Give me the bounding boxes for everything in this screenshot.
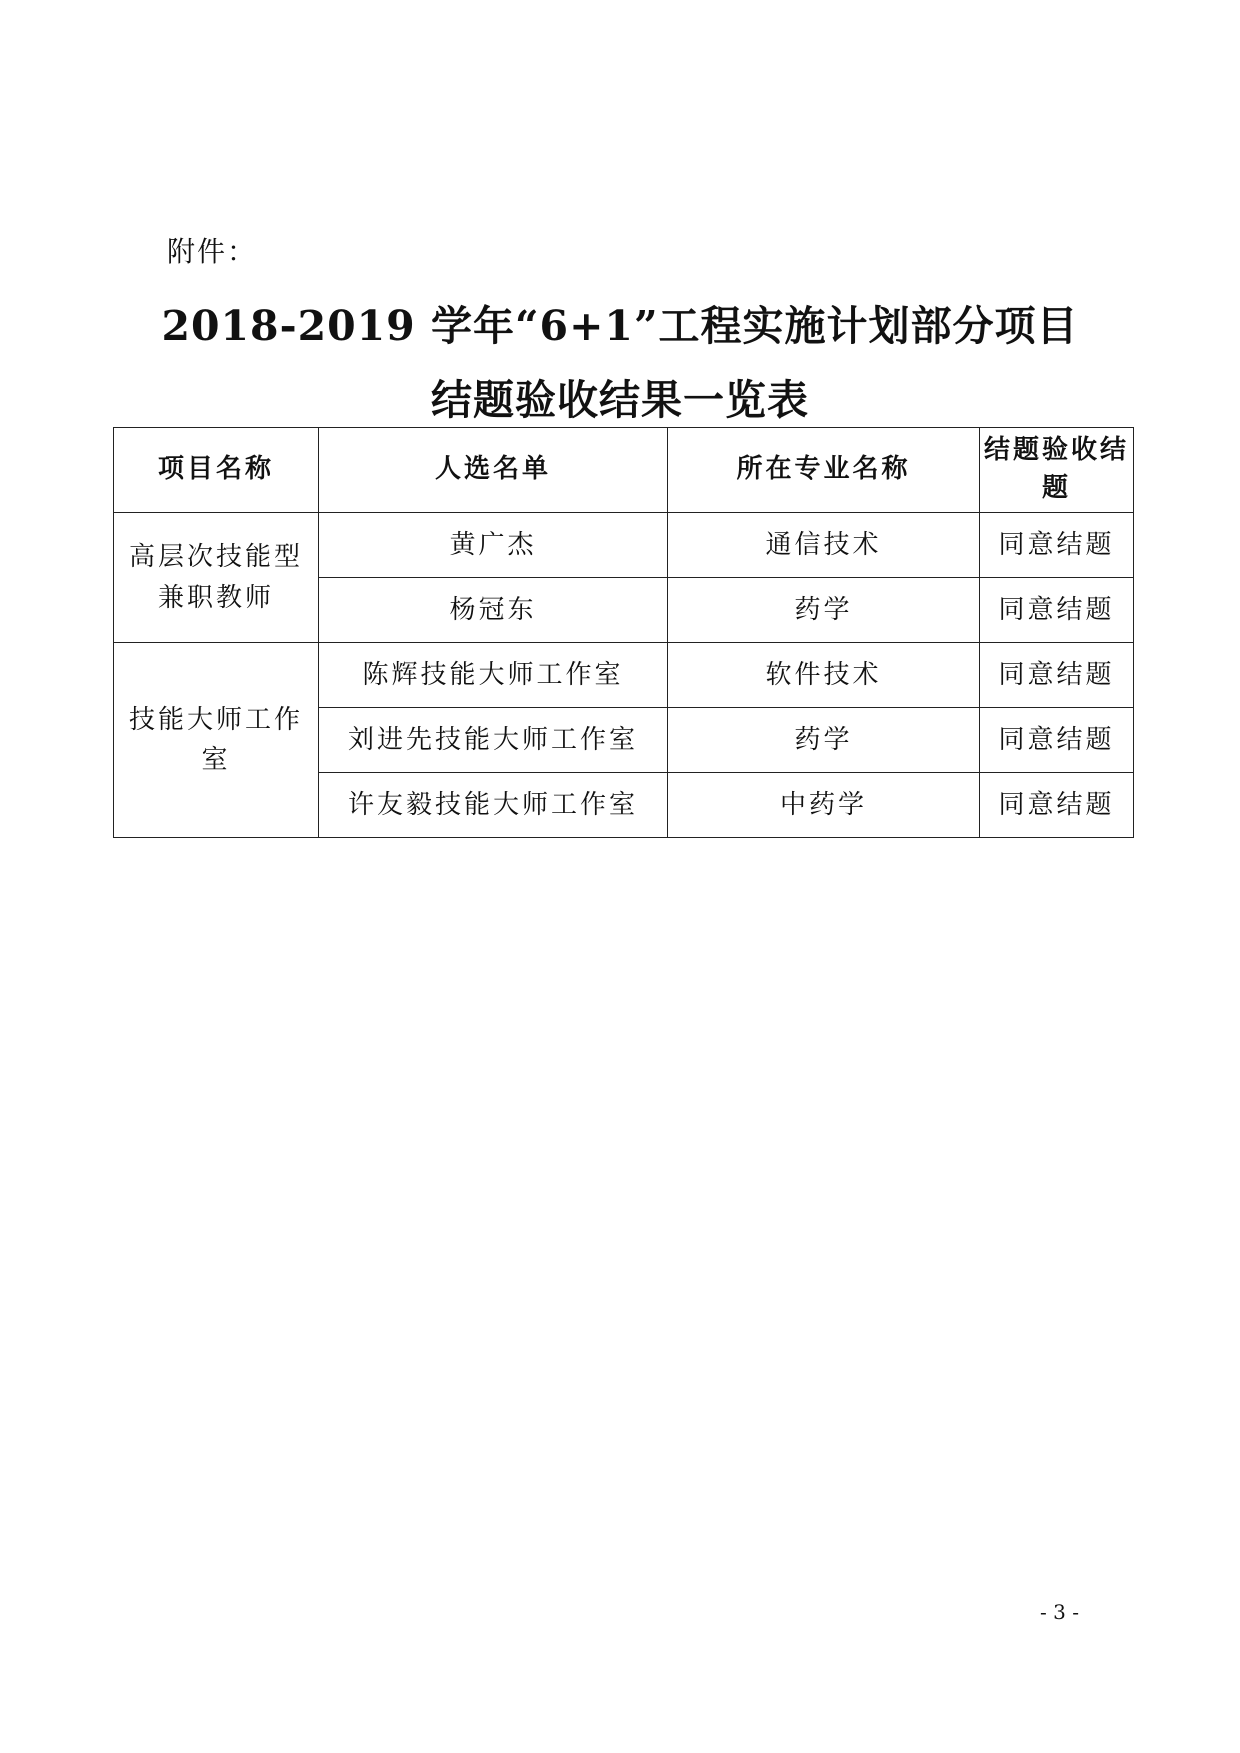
result-cell: 同意结题 <box>980 578 1134 643</box>
major-cell: 药学 <box>668 708 980 773</box>
results-table <box>113 427 1134 838</box>
person-cell: 刘进先技能大师工作室 <box>319 708 668 773</box>
header-acceptance-result: 结题验收结题 <box>980 428 1134 513</box>
result-cell: 同意结题 <box>980 643 1134 708</box>
page-number: - 3 - <box>1040 1600 1079 1624</box>
attachment-label: 附件： <box>167 235 258 268</box>
major-cell: 中药学 <box>668 773 980 838</box>
table-row <box>114 513 1134 578</box>
header-project-name: 项目名称 <box>114 428 319 513</box>
table-header-row <box>114 428 1134 513</box>
person-cell: 许友毅技能大师工作室 <box>319 773 668 838</box>
person-cell: 杨冠东 <box>319 578 668 643</box>
project-cell: 高层次技能型兼职教师 <box>114 513 319 643</box>
major-cell: 药学 <box>668 578 980 643</box>
result-cell: 同意结题 <box>980 513 1134 578</box>
result-cell: 同意结题 <box>980 708 1134 773</box>
person-cell: 黄广杰 <box>319 513 668 578</box>
table-row <box>114 643 1134 708</box>
project-cell: 技能大师工作室 <box>114 643 319 838</box>
result-cell: 同意结题 <box>980 773 1134 838</box>
major-cell: 通信技术 <box>668 513 980 578</box>
header-major-name: 所在专业名称 <box>668 428 980 513</box>
document-title-line-2: 结题验收结果一览表 <box>431 376 809 424</box>
major-cell: 软件技术 <box>668 643 980 708</box>
header-person-list: 人选名单 <box>319 428 668 513</box>
document-title-line-1: 2018-2019 学年“6+1”工程实施计划部分项目 <box>161 302 1079 350</box>
person-cell: 陈辉技能大师工作室 <box>319 643 668 708</box>
